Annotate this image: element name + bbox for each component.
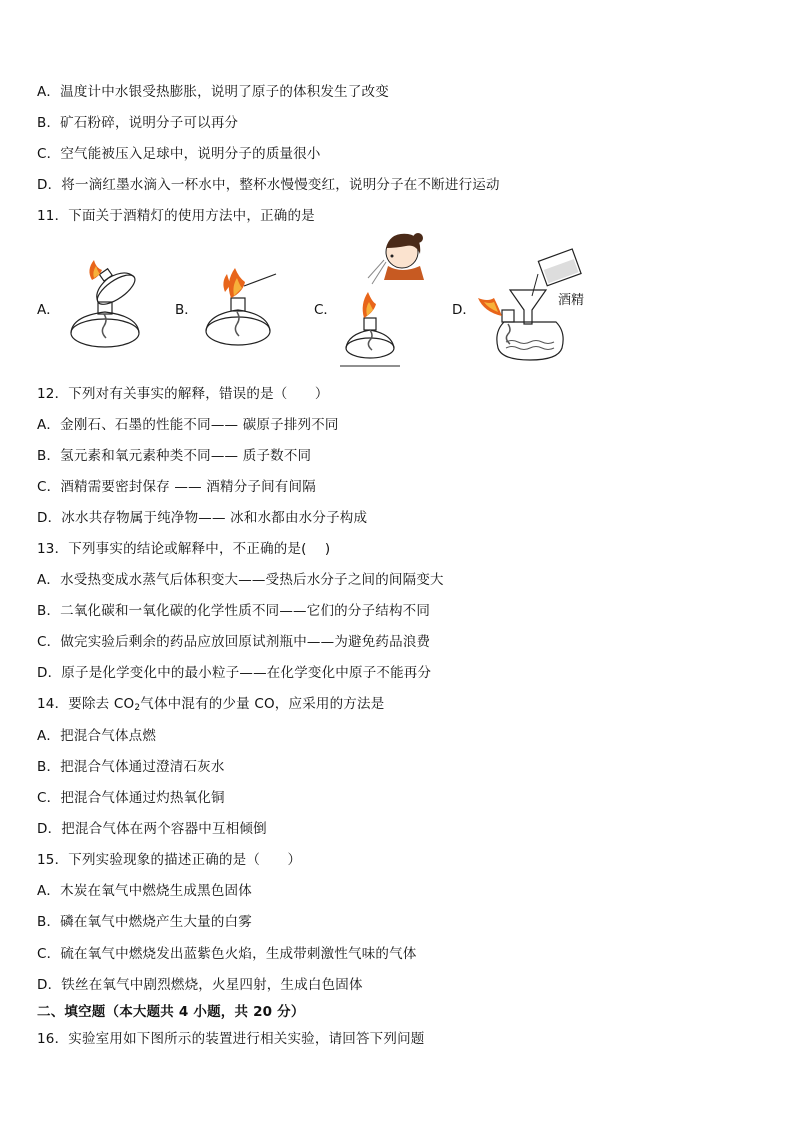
- q14-option-c: C．把混合气体通过灼热氧化铜: [37, 790, 225, 806]
- alcohol-lamp-tilted-figure: [60, 258, 150, 353]
- q11-stem: 11．下面关于酒精灯的使用方法中，正确的是: [37, 208, 315, 224]
- q11-d-caption: 酒精: [558, 293, 585, 308]
- q14-stem-post: 气体中混有的少量 CO，应采用的方法是: [140, 696, 385, 712]
- q13-stem: 13．下列事实的结论或解释中，不正确的是( ): [37, 541, 331, 557]
- q12-option-d: D．冰水共存物属于纯净物—— 冰和水都由水分子构成: [37, 510, 368, 526]
- section-2-heading: 二、填空题（本大题共 4 小题，共 20 分）: [37, 1004, 305, 1020]
- q12-stem: 12．下列对有关事实的解释，错误的是（ ）: [37, 386, 329, 402]
- q10-option-d: D．将一滴红墨水滴入一杯水中，整杯水慢慢变红，说明分子在不断进行运动: [37, 177, 500, 193]
- q13-option-b: B．二氧化碳和一氧化碳的化学性质不同——它们的分子结构不同: [37, 603, 431, 619]
- q14-option-d: D．把混合气体在两个容器中互相倾倒: [37, 821, 267, 837]
- q14-option-a: A．把混合气体点燃: [37, 728, 157, 744]
- q15-option-c: C．硫在氧气中燃烧发出蓝紫色火焰，生成带刺激性气味的气体: [37, 946, 417, 962]
- q11-label-d: D．: [452, 302, 476, 318]
- q14-option-b: B．把混合气体通过澄清石灰水: [37, 759, 225, 775]
- q11-figures: [0, 238, 794, 378]
- q13-option-a: A．水受热变成水蒸气后体积变大——受热后水分子之间的间隔变大: [37, 572, 444, 588]
- alcohol-lamp-blowing-figure: [198, 256, 288, 351]
- q12-option-a: A．金刚石、石墨的性能不同—— 碳原子排列不同: [37, 417, 339, 433]
- q13-option-d: D．原子是化学变化中的最小粒子——在化学变化中原子不能再分: [37, 665, 432, 681]
- q13-option-c: C．做完实验后剩余的药品应放回原试剂瓶中——为避免药品浪费: [37, 634, 431, 650]
- person-blowing-lamp-figure: [340, 230, 430, 370]
- q11-label-b: B．: [175, 302, 198, 318]
- q14-stem-pre: 14．要除去 CO: [37, 696, 135, 712]
- q14-stem: [37, 695, 384, 717]
- q16-stem: 16．实验室用如下图所示的装置进行相关实验，请回答下列问题: [37, 1031, 425, 1047]
- q11-label-c: C．: [314, 302, 337, 318]
- q15-option-a: A．木炭在氧气中燃烧生成黑色固体: [37, 883, 252, 899]
- q12-option-c: C．酒精需要密封保存 —— 酒精分子间有间隔: [37, 479, 316, 495]
- q14-stem-sub: 2: [134, 703, 141, 713]
- q15-option-b: B．磷在氧气中燃烧产生大量的白雾: [37, 914, 252, 930]
- q10-option-b: B．矿石粉碎，说明分子可以再分: [37, 115, 239, 131]
- q15-stem: 15．下列实验现象的描述正确的是（ ）: [37, 852, 302, 868]
- q11-label-a: A．: [37, 302, 60, 318]
- q15-option-d: D．铁丝在氧气中剧烈燃烧，火星四射，生成白色固体: [37, 977, 363, 993]
- q12-option-b: B．氢元素和氧元素种类不同—— 质子数不同: [37, 448, 312, 464]
- funnel-adding-alcohol-figure: [476, 246, 616, 364]
- q10-option-c: C．空气能被压入足球中，说明分子的质量很小: [37, 146, 321, 162]
- q10-option-a: A．温度计中水银受热膨胀，说明了原子的体积发生了改变: [37, 84, 389, 100]
